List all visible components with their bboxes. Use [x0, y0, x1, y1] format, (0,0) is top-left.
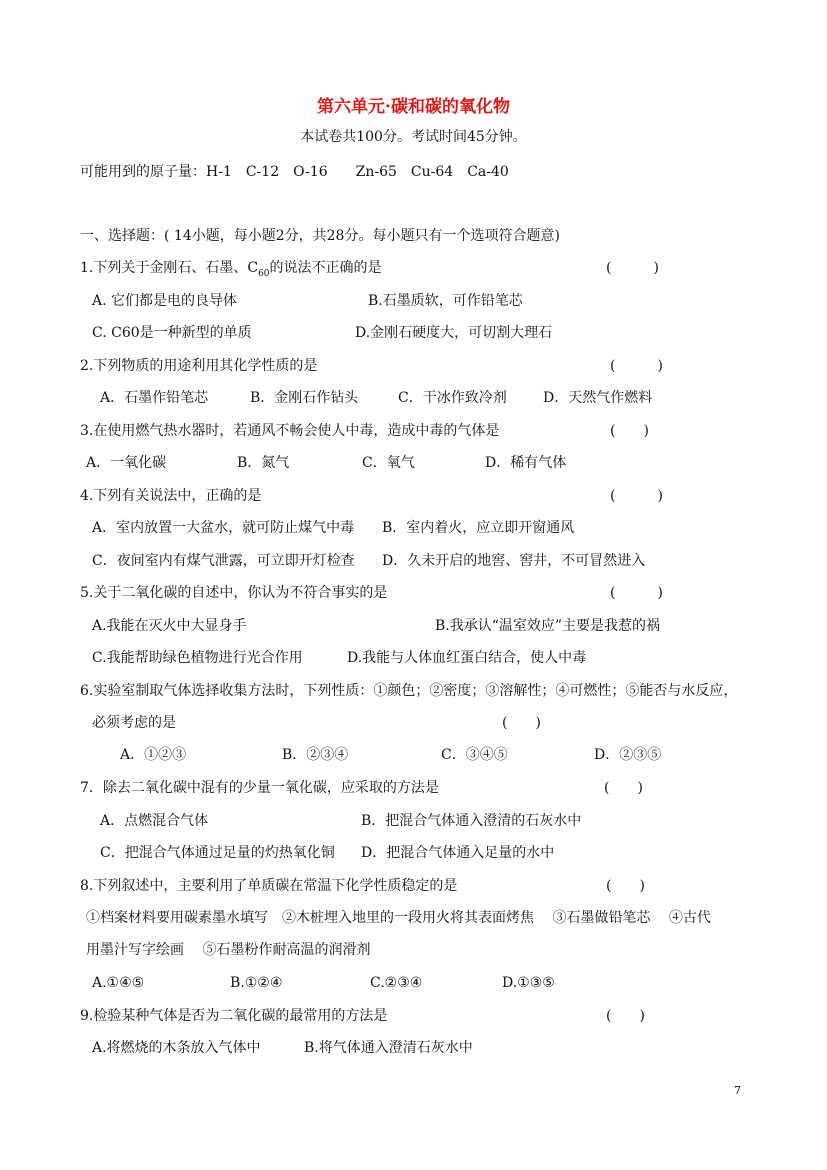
exam-meta: 本试卷共100分。考试时间45分钟。: [300, 129, 527, 145]
question-2-answer-paren: ( ): [610, 358, 663, 374]
question-7-option-d: D．把混合气体通入足量的水中: [361, 845, 555, 861]
question-7-stem: 7．除去二氧化碳中混有的少量一氧化碳，应采取的方法是: [80, 780, 439, 796]
question-1-answer-paren: ( ): [606, 260, 659, 276]
question-2-option-d: D．天然气作燃料: [543, 390, 653, 406]
question-8-answer-paren: ( ): [606, 878, 645, 894]
question-8-option-a: A.①④⑤: [92, 975, 145, 991]
question-8-option-d: D.①③⑤: [502, 975, 555, 991]
question-6-option-c: C．③④⑤: [441, 747, 508, 763]
question-8-option-c: C.②③④: [370, 975, 423, 991]
section-heading: 一、选择题：( 14小题，每小题2分，共28分。每小题只有一个选项符合题意): [80, 228, 560, 244]
question-3-option-d: D．稀有气体: [485, 455, 567, 471]
page-title: 第六单元·碳和碳的氧化物: [317, 97, 510, 117]
question-1-option-a: A. 它们都是电的良导体: [92, 293, 238, 309]
question-7-option-b: B．把混合气体通入澄清的石灰水中: [361, 813, 582, 829]
question-9-answer-paren: ( ): [606, 1008, 645, 1024]
question-3-answer-paren: ( ): [610, 423, 649, 439]
question-5-stem: 5.关于二氧化碳的自述中，你认为不符合事实的是: [80, 585, 388, 601]
question-9-option-b: B.将气体通入澄清石灰水中: [304, 1040, 473, 1056]
question-8-stem: 8.下列叙述中，主要利用了单质碳在常温下化学性质稳定的是: [80, 878, 458, 894]
question-1-option-c: C. C60是一种新型的单质: [92, 325, 252, 341]
question-1-stem: 1.下列关于金刚石、石墨、$C_{60}$的说法不正确的是: [80, 260, 382, 279]
question-5-option-a: A.我能在灭火中大显身手: [92, 618, 247, 634]
question-2-option-a: A．石墨作铅笔芯: [100, 390, 209, 406]
question-9-option-a: A.将燃烧的木条放入气体中: [92, 1040, 261, 1056]
question-7-option-a: A．点燃混合气体: [100, 813, 209, 829]
question-4-answer-paren: ( ): [610, 488, 663, 504]
question-6-answer-paren: ( ): [502, 715, 541, 731]
question-8-option-b: B.①②④: [230, 975, 283, 991]
question-1-option-d: D.金刚石硬度大，可切割大理石: [355, 325, 553, 341]
question-3-option-a: A．一氧化碳: [86, 455, 167, 471]
question-6-option-a: A．①②③: [120, 747, 187, 763]
question-7-answer-paren: ( ): [604, 780, 643, 796]
atomic-masses: 可能用到的原子量：H-1 C-12 O-16 Zn-65 Cu-64 Ca-40: [80, 164, 509, 180]
question-4-stem: 4.下列有关说法中，正确的是: [80, 488, 262, 504]
question-5-option-d: D.我能与人体血红蛋白结合，使人中毒: [347, 650, 587, 666]
question-9-stem: 9.检验某种气体是否为二氧化碳的最常用的方法是: [80, 1008, 388, 1024]
question-5-answer-paren: ( ): [610, 585, 663, 601]
question-6-stem-continued: 必须考虑的是: [92, 715, 176, 731]
question-8-statements-line-1: ①档案材料要用碳素墨水填写 ②木桩埋入地里的一段用火将其表面烤焦 ③石墨做铅笔芯 ④古代: [86, 910, 711, 926]
question-2-option-b: B．金刚石作钻头: [250, 390, 359, 406]
question-1-option-b: B.石墨质软，可作铅笔芯: [368, 293, 523, 309]
question-2-stem: 2.下列物质的用途利用其化学性质的是: [80, 358, 318, 374]
question-5-option-b: B.我承认“温室效应”主要是我惹的祸: [435, 618, 661, 634]
question-3-stem: 3.在使用燃气热水器时，若通风不畅会使人中毒，造成中毒的气体是: [80, 423, 500, 439]
question-4-option-d: D．久未开启的地窖、窖井，不可冒然进入: [382, 553, 646, 569]
page-number: 7: [734, 1084, 741, 1097]
question-5-option-c: C.我能帮助绿色植物进行光合作用: [92, 650, 303, 666]
question-3-option-b: B．氮气: [237, 455, 290, 471]
question-4-option-b: B．室内着火，应立即开窗通风: [382, 520, 575, 536]
question-6-stem: 6.实验室制取气体选择收集方法时，下列性质：①颜色；②密度；③溶解性；④可燃性；⑤能否与水反应，: [80, 683, 738, 699]
question-2-option-c: C．干冰作致冷剂: [398, 390, 507, 406]
question-7-option-c: C．把混合气体通过足量的灼热氧化铜: [100, 845, 335, 861]
question-8-statements-line-2: 用墨汁写字绘画 ⑤石墨粉作耐高温的润滑剂: [86, 942, 371, 958]
question-6-option-d: D．②③⑤: [594, 747, 662, 763]
question-4-option-a: A．室内放置一大盆水，就可防止煤气中毒: [92, 520, 355, 536]
question-6-option-b: B．②③④: [282, 747, 349, 763]
question-4-option-c: C．夜间室内有煤气泄露，可立即开灯检查: [92, 553, 355, 569]
question-3-option-c: C．氧气: [362, 455, 415, 471]
